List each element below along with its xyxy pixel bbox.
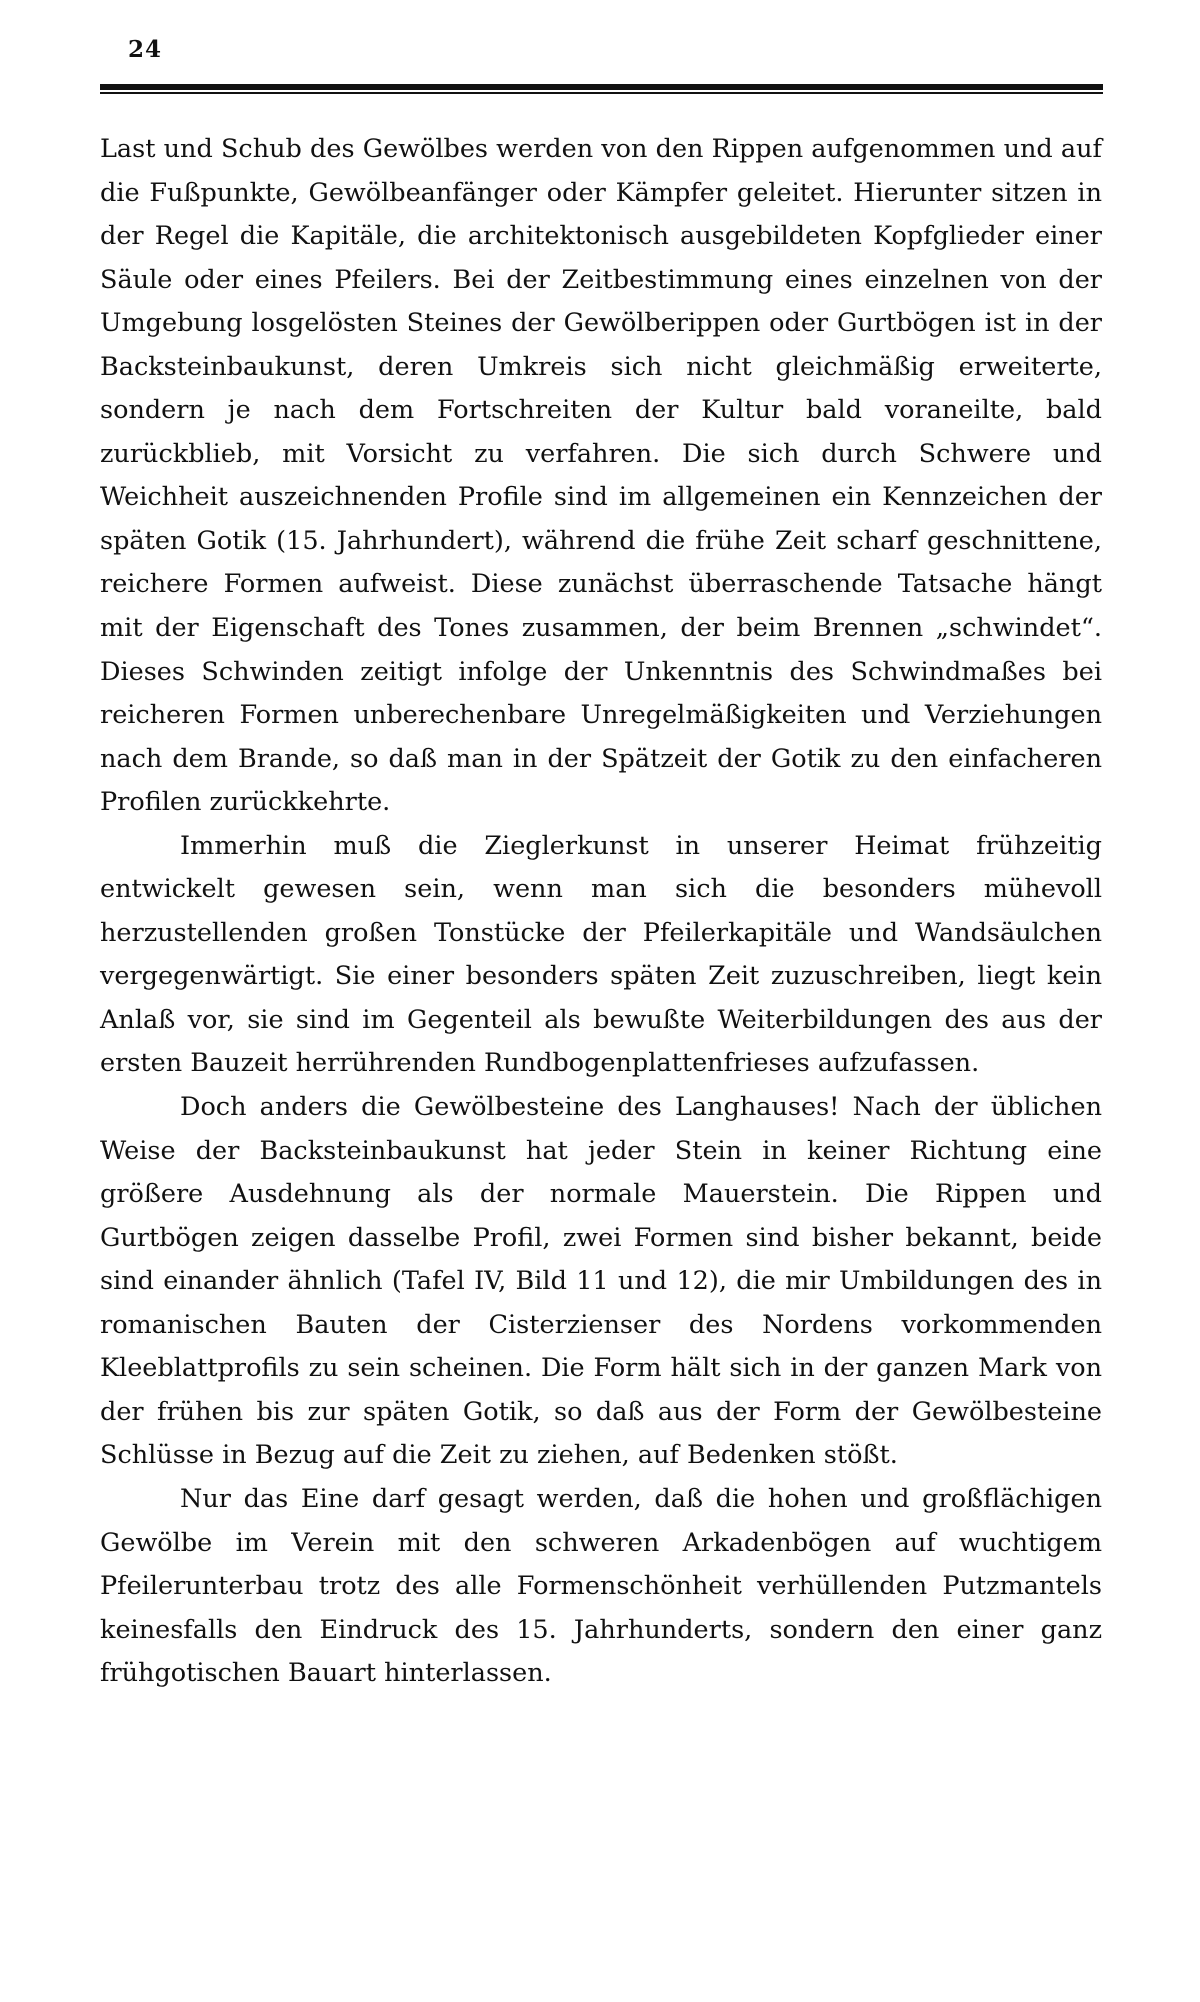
paragraph-4: Nur das Eine darf gesagt werden, daß die hohen und großflächigen Gewölbe im Verein mit den schweren Arkadenbögen auf wuchtigem Pfeilerunterbau trotz des alle Formenschönheit verhüllenden Putzmantels keinesfalls den Eindruck des 15. Jahrhunderts, sondern den einer ganz frühgotischen Bauart hinterlassen. <box>100 1483 1102 1689</box>
header-rule-thin <box>100 92 1103 94</box>
paragraph-1: Last und Schub des Gewölbes werden von den Rippen aufgenommen und auf die Fußpunkte, Gewölbeanfänger oder Kämpfer geleitet. Hierunter sitzen in der Regel die Kapitäle, die architektonisch ausgebildeten Kopfglieder einer Säule oder eines Pfeilers. Bei der Zeitbestimmung eines einzelnen von der Umgebung losgelösten Steines der Gewölberippen oder Gurtbögen ist in der Backsteinbaukunst, deren Umkreis sich nicht gleichmäßig erweiterte, sondern je nach dem Fortschreiten der Kultur bald voraneilte, bald zurückblieb, mit Vorsicht zu verfahren. Die sich durch Schwere und Weichheit auszeichnenden Profile sind im allgemeinen ein Kennzeichen der späten Gotik (15. Jahrhundert), während die frühe Zeit scharf geschnittene, reichere Formen aufweist. Diese zunächst überraschende Tatsache hängt mit der Eigenschaft des Tones zusammen, der beim Brennen „schwindet“. Dieses Schwinden zeitigt infolge der Unkenntnis des Schwindmaßes bei reicheren Formen unberechenbare Unregelmäßigkeiten und Verziehungen nach dem Brande, so daß man in der Spätzeit der Gotik zu den einfacheren Profilen zurückkehrte. <box>100 134 1102 818</box>
body-text <box>100 128 1102 1696</box>
paragraph-3: Doch anders die Gewölbesteine des Langhauses! Nach der üblichen Weise der Backsteinbaukunst hat jeder Stein in keiner Richtung eine größere Ausdehnung als der normale Mauerstein. Die Rippen und Gurtbögen zeigen dasselbe Profil, zwei Formen sind bisher bekannt, beide sind einander ähnlich (Tafel IV, Bild 11 und 12), die mir Umbildungen des in romanischen Bauten der Cisterzienser des Nordens vorkommenden Kleeblattprofils zu sein scheinen. Die Form hält sich in der ganzen Mark von der frühen bis zur späten Gotik, so daß aus der Form der Gewölbesteine Schlüsse in Bezug auf die Zeit zu ziehen, auf Bedenken stößt. <box>100 1092 1102 1471</box>
paragraph-2: Immerhin muß die Zieglerkunst in unserer Heimat frühzeitig entwickelt gewesen sein, wenn man sich die besonders mühevoll herzustellenden großen Tonstücke der Pfeilerkapitäle und Wandsäulchen vergegenwärtigt. Sie einer besonders späten Zeit zuzuschreiben, liegt kein Anlaß vor, sie sind im Gegenteil als bewußte Weiterbildungen des aus der ersten Bauzeit herrührenden Rundbogenplattenfrieses aufzufassen. <box>100 830 1102 1079</box>
page-number: 24 <box>128 36 163 63</box>
header-rule-thick <box>100 84 1103 90</box>
